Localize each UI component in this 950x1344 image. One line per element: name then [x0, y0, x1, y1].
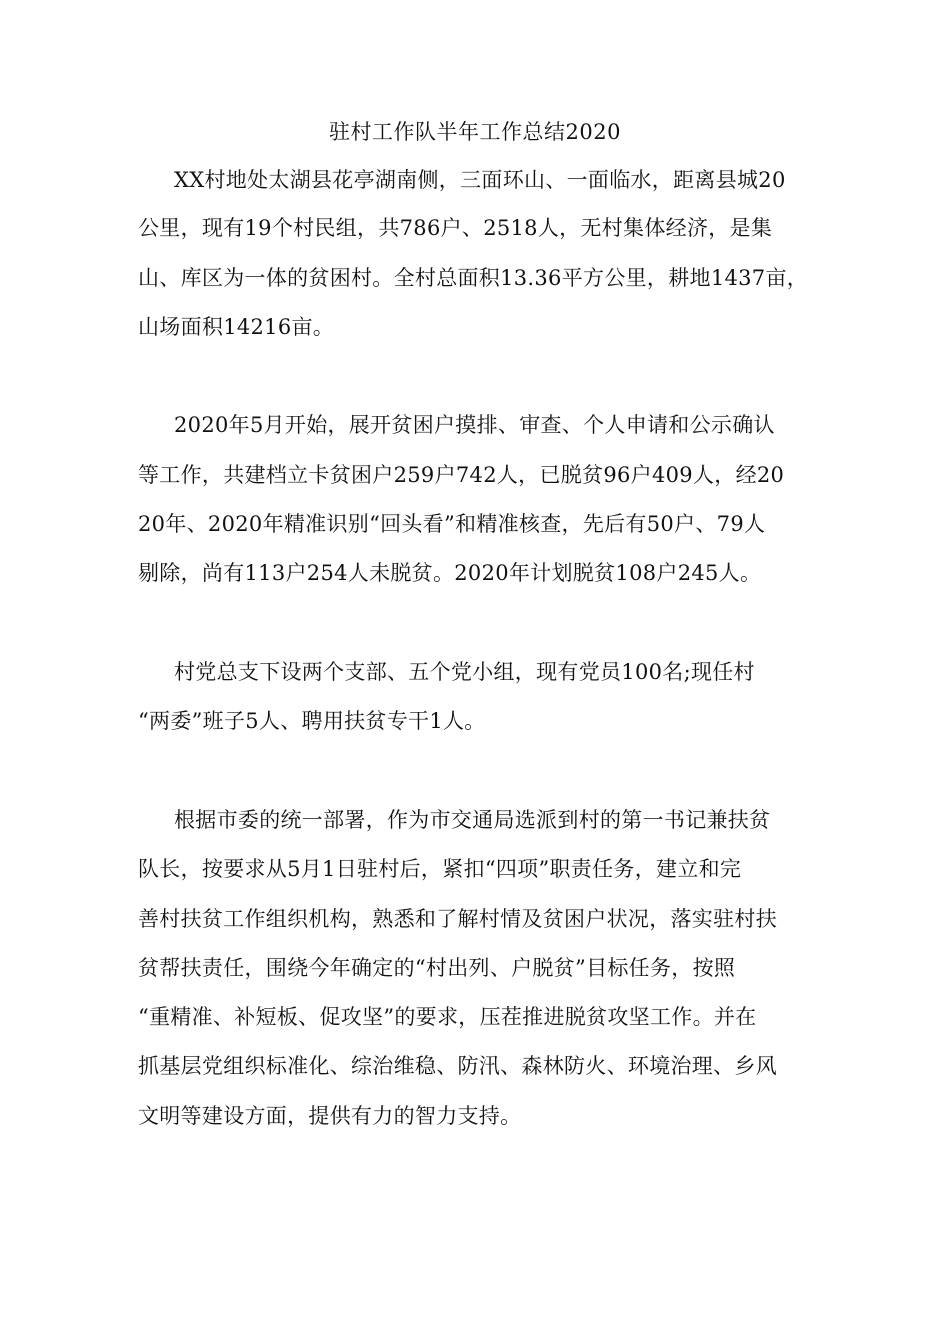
paragraph-3-line-1: 村党总支下设两个支部、五个党小组，现有党员100名;现任村 [174, 660, 755, 684]
paragraph-4-line-6: 抓基层党组织标准化、综治维稳、防汛、森林防火、环境治理、乡风 [138, 1054, 777, 1078]
paragraph-4-line-2: 队长，按要求从5月1日驻村后，紧扣“四项”职责任务，建立和完 [138, 857, 742, 881]
paragraph-4-line-3: 善村扶贫工作组织机构，熟悉和了解村情及贫困户状况，落实驻村扶 [138, 907, 777, 931]
paragraph-1-line-3: 山、库区为一体的贫困村。全村总面积13.36平方公里，耕地1437亩， [138, 266, 809, 290]
paragraph-2-line-2: 等工作，共建档立卡贫困户259户742人，已脱贫96户409人，经20 [138, 463, 785, 487]
paragraph-2-line-4: 剔除，尚有113户254人未脱贫。2020年计划脱贫108户245人。 [138, 561, 762, 585]
paragraph-4-line-1: 根据市委的统一部署，作为市交通局选派到村的第一书记兼扶贫 [174, 808, 771, 832]
paragraph-4-line-5: “重精准、补短板、促攻坚”的要求，压茬推进脱贫攻坚工作。并在 [138, 1005, 757, 1029]
paragraph-4-line-4: 贫帮扶责任，围绕今年确定的“村出列、户脱贫”目标任务，按照 [138, 956, 736, 980]
paragraph-2-line-1: 2020年5月开始，展开贫困户摸排、审查、个人申请和公示确认 [174, 413, 775, 437]
paragraph-1-line-2: 公里，现有19个村民组，共786户、2518人，无村集体经济，是集 [138, 216, 773, 240]
paragraph-1-line-4: 山场面积14216亩。 [138, 315, 335, 339]
paragraph-2-line-3: 20年、2020年精准识别“回头看”和精准核查，先后有50户、79人 [138, 512, 766, 536]
paragraph-3-line-2: “两委”班子5人、聘用扶贫专干1人。 [138, 709, 486, 733]
paragraph-4-line-7: 文明等建设方面，提供有力的智力支持。 [138, 1104, 522, 1128]
document-title: 驻村工作队半年工作总结2020 [329, 120, 621, 144]
paragraph-1-line-1: XX村地处太湖县花亭湖南侧，三面环山、一面临水，距离县城20 [174, 168, 786, 192]
